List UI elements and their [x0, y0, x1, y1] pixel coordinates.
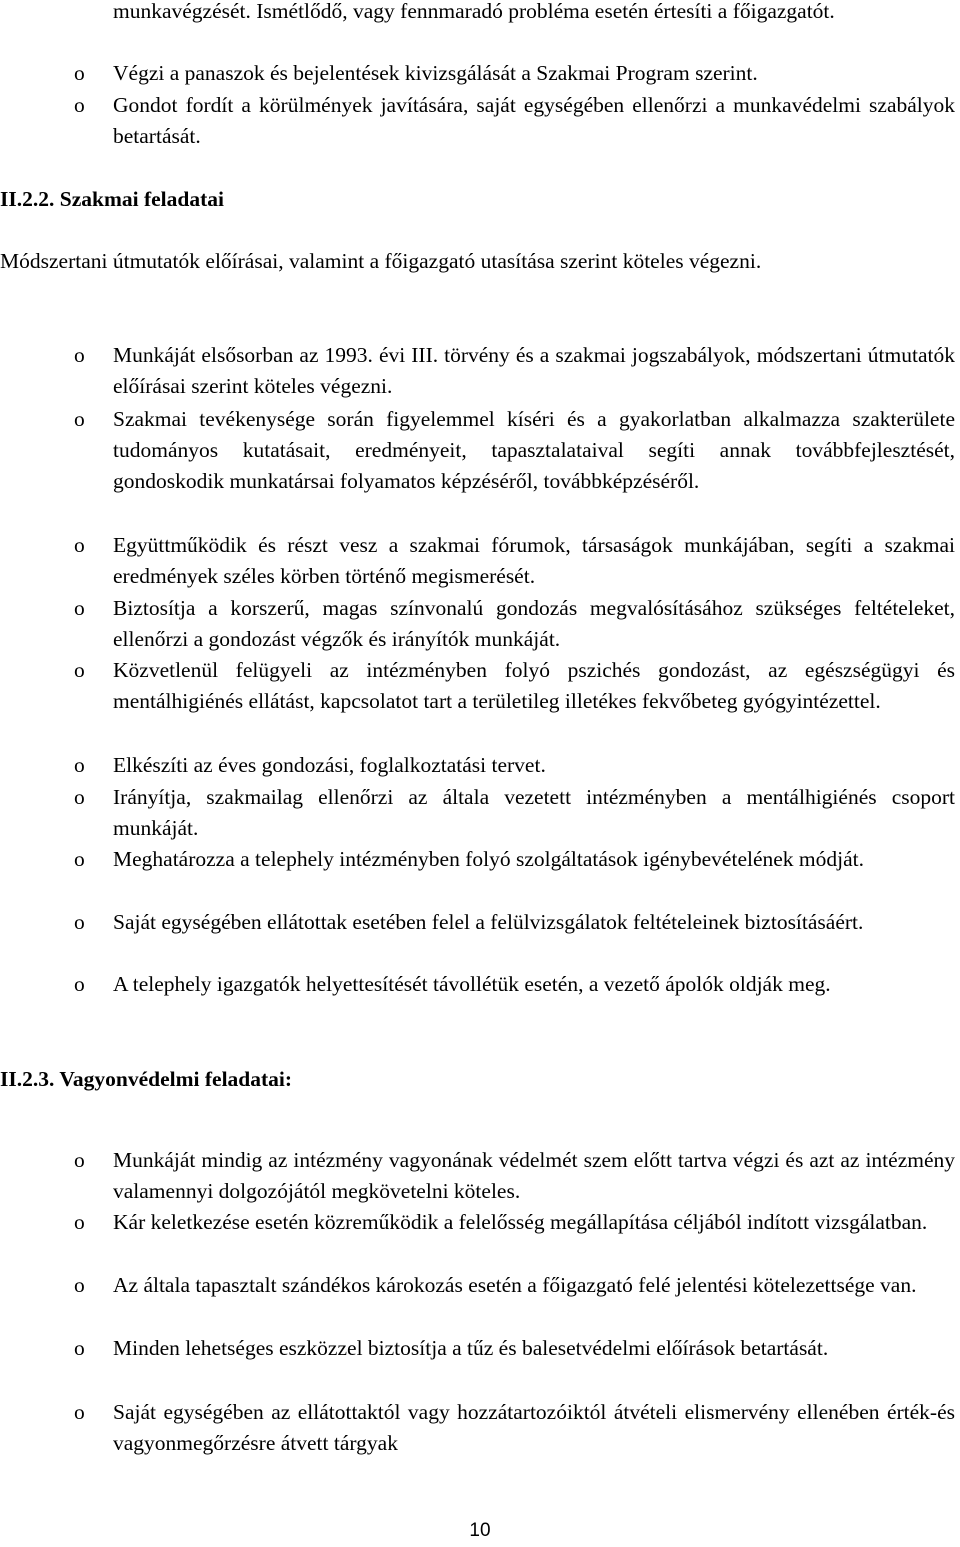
- bullet-marker: o: [74, 1210, 85, 1234]
- bullet-marker: o: [74, 93, 85, 117]
- list-item: [74, 1145, 955, 1207]
- bullet-marker: o: [74, 753, 85, 777]
- list-item: [74, 1270, 955, 1301]
- bullet-marker: o: [74, 785, 85, 809]
- bullet-marker: o: [74, 1336, 85, 1360]
- list-item: [74, 58, 955, 89]
- list-item: [74, 844, 955, 875]
- bullet-marker: o: [74, 1273, 85, 1297]
- list-item-text: Kár keletkezése esetén közreműködik a felelősség megállapítása céljából indított vizsgálatban.: [113, 1210, 928, 1234]
- list-item: [74, 969, 955, 1000]
- list-item-text: Meghatározza a telephely intézményben folyó szolgáltatások igénybevételének módját.: [113, 847, 865, 871]
- bullet-marker: o: [74, 407, 85, 431]
- bullet-marker: o: [74, 533, 85, 557]
- list-item: [74, 90, 955, 152]
- continuation-paragraph: munkavégzését. Ismétlődő, vagy fennmaradó probléma esetén értesíti a főigazgatót.: [113, 0, 835, 23]
- list-item-text: A telephely igazgatók helyettesítését távollétük esetén, a vezető ápolók oldják meg.: [113, 972, 831, 996]
- bullet-marker: o: [74, 343, 85, 367]
- list-item-text: Végzi a panaszok és bejelentések kivizsgálását a Szakmai Program szerint.: [113, 61, 758, 85]
- bullet-marker: o: [74, 1148, 85, 1172]
- list-item-text: Biztosítja a korszerű, magas színvonalú gondozás megvalósításához szükséges feltételeket, ellenőrzi a gondozást végzők és irányítók munkáját.: [113, 596, 955, 651]
- list-item: [74, 750, 955, 781]
- list-item: [74, 593, 955, 655]
- bullet-marker: o: [74, 61, 85, 85]
- list-item-text: Saját egységében az ellátottaktól vagy hozzátartozóiktól átvételi elismervény ellenében érték-és vagyonmegőrzésre átvett tárgyak: [113, 1400, 955, 1455]
- list-item: [74, 340, 955, 402]
- list-item-text: Munkáját elsősorban az 1993. évi III. törvény és a szakmai jogszabályok, módszertani útmutatók előírásai szerint köteles végezni.: [113, 343, 955, 398]
- list-item-text: Gondot fordít a körülmények javítására, saját egységében ellenőrzi a munkavédelmi szabályok betartását.: [113, 93, 955, 148]
- bullet-marker: o: [74, 596, 85, 620]
- list-item: [74, 1207, 955, 1238]
- bullet-marker: o: [74, 847, 85, 871]
- list-item: [74, 907, 955, 938]
- bullet-marker: o: [74, 1400, 85, 1424]
- section-heading: II.2.2. Szakmai feladatai: [0, 187, 224, 211]
- bullet-marker: o: [74, 910, 85, 934]
- section-intro: Módszertani útmutatók előírásai, valamint a főigazgató utasítása szerint köteles végezni.: [0, 249, 762, 273]
- list-item: [74, 404, 955, 497]
- list-item: [74, 1333, 955, 1364]
- list-item: [74, 530, 955, 592]
- list-item-text: Elkészíti az éves gondozási, foglalkoztatási tervet.: [113, 753, 546, 777]
- bullet-marker: o: [74, 658, 85, 682]
- list-item-text: Együttműködik és részt vesz a szakmai fórumok, társaságok munkájában, segíti a szakmai eredmények széles körben történő megismerését.: [113, 533, 955, 588]
- section-heading: II.2.3. Vagyonvédelmi feladatai:: [0, 1067, 293, 1091]
- list-item: [74, 782, 955, 844]
- list-item-text: Szakmai tevékenysége során figyelemmel kíséri és a gyakorlatban alkalmazza szakterülete tudományos kutatásait, eredményeit, tapasztalataival segíti annak továbbfejlesztését, gondoskodik munkatársai folyamatos képzéséről, továbbképzéséről.: [113, 407, 955, 493]
- list-item-text: Irányítja, szakmailag ellenőrzi az általa vezetett intézményben a mentálhigiénés csoport munkáját.: [113, 785, 955, 840]
- bullet-marker: o: [74, 972, 85, 996]
- list-item: [74, 1397, 955, 1459]
- list-item-text: Munkáját mindig az intézmény vagyonának védelmét szem előtt tartva végzi és azt az intézmény valamennyi dolgozójától megkövetelni köteles.: [113, 1148, 955, 1203]
- list-item-text: Saját egységében ellátottak esetében felel a felülvizsgálatok feltételeinek biztosításáért.: [113, 910, 864, 934]
- list-item-text: Az általa tapasztalt szándékos károkozás esetén a főigazgató felé jelentési kötelezettsége van.: [113, 1273, 917, 1297]
- list-item-text: Minden lehetséges eszközzel biztosítja a tűz és balesetvédelmi előírások betartását.: [113, 1336, 829, 1360]
- list-item-text: Közvetlenül felügyeli az intézményben folyó pszichés gondozást, az egészségügyi és mentálhigiénés ellátást, kapcsolatot tart a területileg illetékes fekvőbeteg gyógyintézettel.: [113, 658, 955, 713]
- list-item: [74, 655, 955, 717]
- page-number: 10: [469, 1520, 491, 1541]
